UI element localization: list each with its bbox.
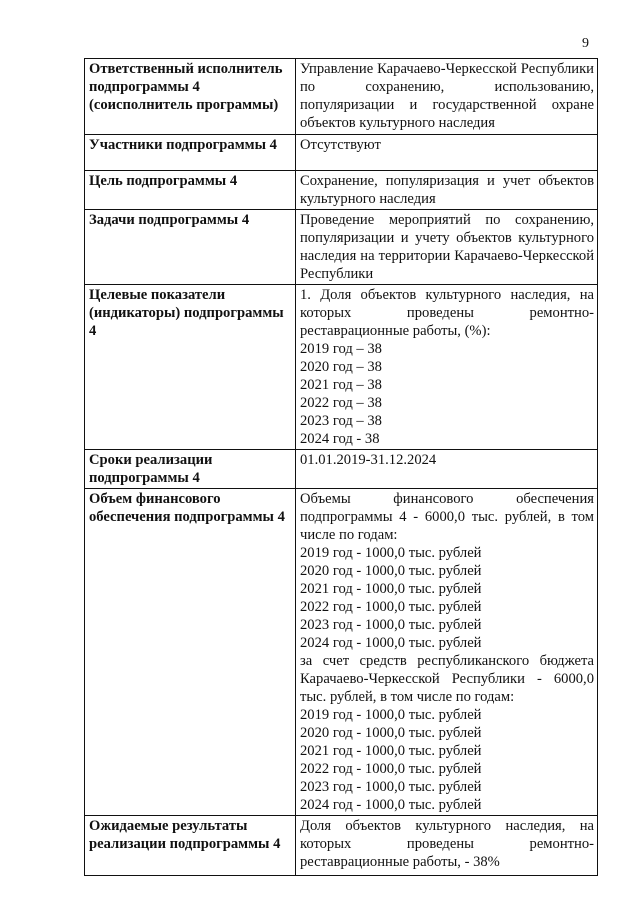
value-line: 2023 год - 1000,0 тыс. рублей	[300, 617, 482, 633]
value-line: 01.01.2019-31.12.2024	[300, 452, 437, 468]
row-value	[296, 210, 598, 285]
row-value	[296, 816, 598, 876]
value-line: 2020 год - 1000,0 тыс. рублей	[300, 563, 482, 579]
value-line: 2022 год - 1000,0 тыс. рублей	[300, 761, 482, 777]
value-line: 2019 год - 1000,0 тыс. рублей	[300, 545, 482, 561]
row-label: Сроки реализации подпрограммы 4	[85, 450, 296, 489]
row-value	[296, 171, 598, 210]
table-body	[85, 59, 598, 876]
value-line: 2024 год - 1000,0 тыс. рублей	[300, 635, 482, 651]
value-line: Доля объектов культурного наследия, на которых проведены ремонтно-реставрационные работы, - 38%	[300, 818, 594, 870]
value-line: 2020 год - 1000,0 тыс. рублей	[300, 725, 482, 741]
table-row	[85, 816, 598, 876]
row-value	[296, 135, 598, 171]
row-value	[296, 59, 598, 135]
page-number: 9	[582, 36, 589, 51]
row-label: Задачи подпрограммы 4	[85, 210, 296, 285]
value-line: Управление Карачаево-Черкесской Республики по сохранению, использованию, популяризации и государственной охране объектов культурного наследия	[300, 61, 594, 131]
value-line: 2022 год – 38	[300, 395, 382, 411]
value-line: Проведение мероприятий по сохранению, популяризации и учету объектов культурного наследия на территории Карачаево-Черкесской Республики	[300, 212, 594, 282]
table-row	[85, 210, 598, 285]
row-value	[296, 489, 598, 816]
value-line: 2022 год - 1000,0 тыс. рублей	[300, 599, 482, 615]
value-line: 2019 год – 38	[300, 341, 382, 357]
value-line: 2021 год – 38	[300, 377, 382, 393]
row-label: Целевые показатели (индикаторы) подпрограммы 4	[85, 285, 296, 450]
value-line: 1. Доля объектов культурного наследия, на которых проведены ремонтно-реставрационные работы, (%):	[300, 287, 594, 339]
row-label: Цель подпрограммы 4	[85, 171, 296, 210]
table-row	[85, 450, 598, 489]
value-line: 2023 год – 38	[300, 413, 382, 429]
table-row	[85, 171, 598, 210]
value-line: 2024 год - 38	[300, 431, 380, 447]
value-line: 2021 год - 1000,0 тыс. рублей	[300, 743, 482, 759]
table-row	[85, 59, 598, 135]
value-line: Отсутствуют	[300, 137, 381, 153]
row-value	[296, 285, 598, 450]
row-label: Объем финансового обеспечения подпрограммы 4	[85, 489, 296, 816]
value-line: Сохранение, популяризация и учет объектов культурного наследия	[300, 173, 594, 207]
table-row	[85, 489, 598, 816]
value-line: 2024 год - 1000,0 тыс. рублей	[300, 797, 482, 813]
value-line: Объемы финансового обеспечения подпрограммы 4 - 6000,0 тыс. рублей, в том числе по годам:	[300, 491, 594, 543]
row-label: Ожидаемые результаты реализации подпрограммы 4	[85, 816, 296, 876]
table-row	[85, 285, 598, 450]
table-row	[85, 135, 598, 171]
value-line: за счет средств республиканского бюджета Карачаево-Черкесской Республики - 6000,0 тыс. рублей, в том числе по годам:	[300, 653, 594, 705]
value-line: 2023 год - 1000,0 тыс. рублей	[300, 779, 482, 795]
value-line: 2021 год - 1000,0 тыс. рублей	[300, 581, 482, 597]
row-label: Участники подпрограммы 4	[85, 135, 296, 171]
value-line: 2019 год - 1000,0 тыс. рублей	[300, 707, 482, 723]
value-line: 2020 год – 38	[300, 359, 382, 375]
row-value	[296, 450, 598, 489]
subprogram-passport-table	[84, 58, 598, 876]
row-label: Ответственный исполнитель подпрограммы 4 (соисполнитель программы)	[85, 59, 296, 135]
